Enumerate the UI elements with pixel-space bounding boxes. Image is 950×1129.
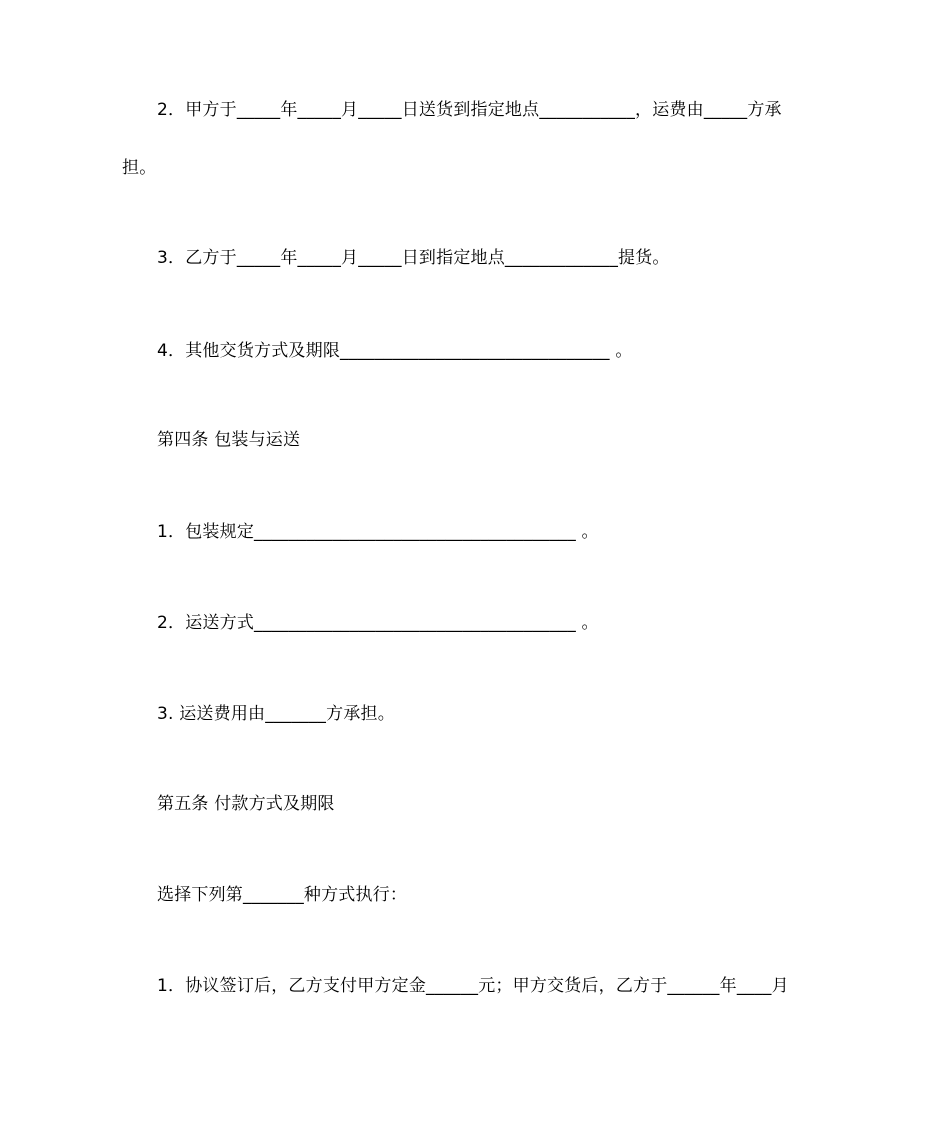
payment-clause-1-line: 1．协议签订后，乙方支付甲方定金______元；甲方交货后，乙方于______年____月	[157, 976, 789, 996]
packaging-clause-1-line: 1．包装规定_____________________________________ 。	[157, 522, 599, 542]
payment-selection-line: 选择下列第_______种方式执行：	[157, 885, 408, 905]
delivery-clause-4-line: 4．其他交货方式及期限_______________________________ 。	[157, 341, 633, 361]
article-5-heading: 第五条 付款方式及期限	[157, 794, 335, 814]
delivery-clause-3-line: 3．乙方于_____年_____月_____日到指定地点_____________提货。	[157, 248, 670, 268]
delivery-clause-2-continuation: 担。	[122, 158, 157, 178]
article-4-heading: 第四条 包装与运送	[157, 430, 301, 450]
delivery-clause-2-line: 2．甲方于_____年_____月_____日送货到指定地点___________，运费由_____方承	[157, 100, 782, 120]
packaging-clause-2-line: 2．运送方式_____________________________________ 。	[157, 613, 599, 633]
packaging-clause-3-line: 3. 运送费用由_______方承担。	[157, 704, 395, 724]
